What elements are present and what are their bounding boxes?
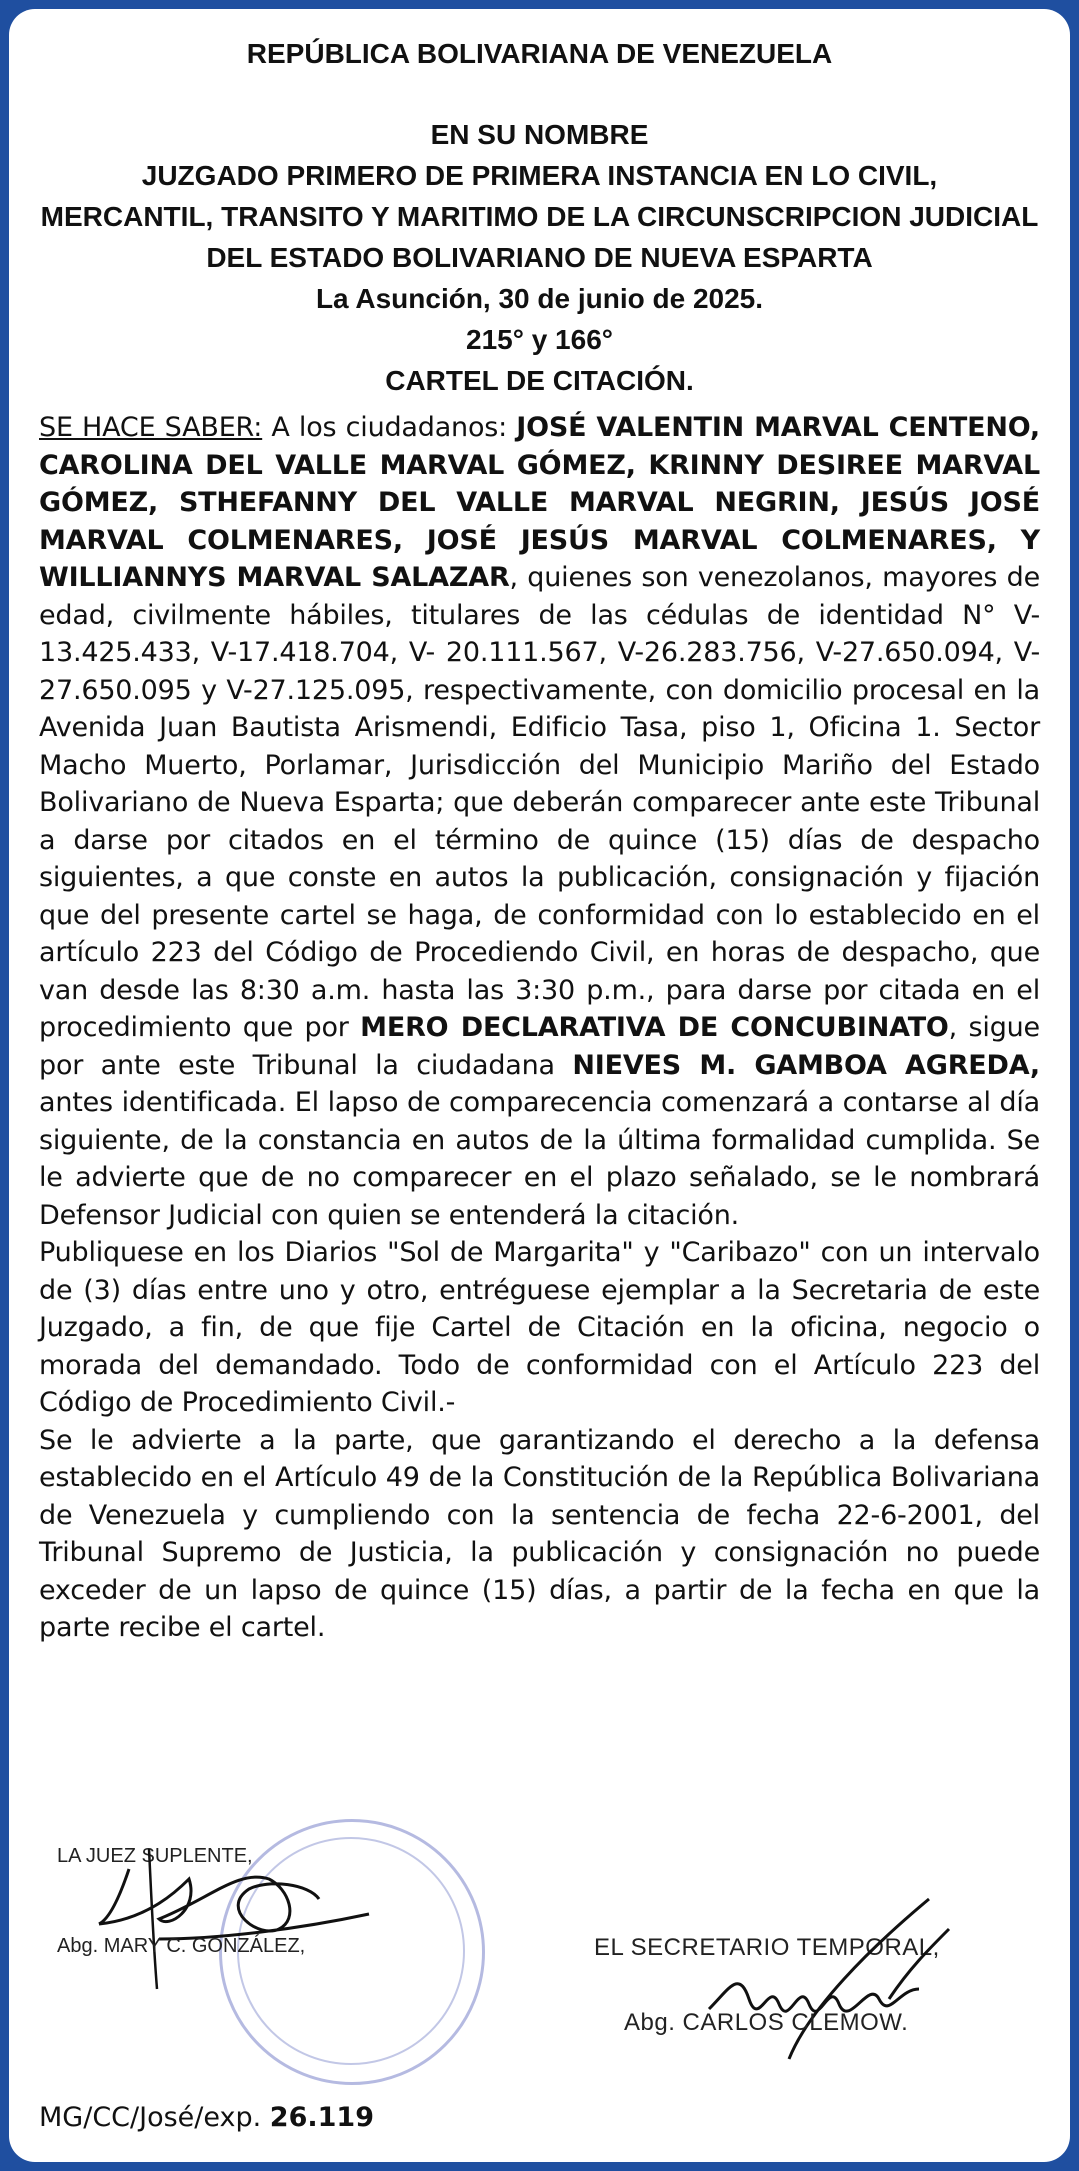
header-court-line2: MERCANTIL, TRANSITO Y MARITIMO DE LA CIRCUNSCRIPCION JUDICIAL [40,201,1039,232]
file-number: 26.119 [269,2102,374,2133]
plaintiff-name: NIEVES M. GAMBOA AGREDA, [572,1049,1040,1081]
header-date: La Asunción, 30 de junio de 2025. [315,283,764,314]
file-reference-text: MG/CC/José/exp. [39,2102,270,2133]
header-years: 215° y 166° [466,324,613,355]
notice-title: CARTEL DE CITACIÓN. [385,365,694,396]
intro-label: SE HACE SABER: [39,412,263,443]
notice-card [9,9,1070,2162]
paragraph-1-part-c: antes identificada. El lapso de comparecencia comenzará a contarse al día siguiente, de la constancia en autos de la última formalidad cumplida. Se le advierte que de no comparecer en el plazo señalado, se le nombrará Defensor Judicial con quien se entenderá la citación. [39,1087,1040,1231]
paragraph-1-part-b: , sigue por ante este Tribunal la ciudadana [39,1012,1040,1081]
intro-text: A los ciudadanos: [262,412,517,443]
secretary-title: EL SECRETARIO TEMPORAL, [594,1934,940,1961]
secretary-name: Abg. CARLOS CLEMOW. [624,2009,909,2036]
paragraph-1-part-a: , quienes son venezolanos, mayores de edad, civilmente hábiles, titulares de las cédulas de identidad N° V-13.425.433, V-17.418.704, V- 20.111.567, V-26.283.756, V-27.650.094, V-27.650.095 y V-27.125.095, respectivamente, con domicilio procesal en la Avenida Juan Bautista Arismendi, Edificio Tasa, piso 1, Oficina 1. Sector Macho Muerto, Porlamar, Jurisdicción del Municipio Mariño del Estado Bolivariano de Nueva Esparta; que deberán comparecer ante este Tribunal a darse por citados en el término de quince (15) días de despacho siguientes, a que conste en autos la publicación, consignación y fijación que del presente cartel se haga, de conformidad con lo establecido en el artículo 223 del Código de Procediendo Civil, en horas de despacho, que van desde las 8:30 a.m. hasta las 3:30 p.m., para darse por citada en el procedimiento que por [39,562,1040,1043]
header-court-line1: JUZGADO PRIMERO DE PRIMERA INSTANCIA EN LO CIVIL, [141,160,938,191]
paragraph-3: Se le advierte a la parte, que garantizando el derecho a la defensa establecido en el Artículo 49 de la Constitución de la República Bolivariana de Venezuela y cumpliendo con la sentencia de fecha 22-6-2001, del Tribunal Supremo de Justicia, la publicación y consignación no puede exceder de un lapso de quince (15) días, a partir de la fecha en que la parte recibe el cartel. [39,1424,1040,1643]
signature-area [9,1839,1070,2139]
paragraph-1 [39,409,1040,1234]
header-country: REPÚBLICA BOLIVARIANA DE VENEZUELA [246,38,833,69]
notice-body [39,409,1040,1647]
paragraph-2: Publiquese en los Diarios "Sol de Margarita" y "Caribazo" con un intervalo de (3) días entre uno y otro, entréguese ejemplar a la Secretaria de este Juzgado, a fin, de que fije Cartel de Citación en la oficina, negocio o morada del demandado. Todo de conformidad con el Artículo 223 del Código de Procedimiento Civil.- [39,1237,1040,1418]
header-en-su-nombre: EN SU NOMBRE [430,119,649,150]
notice-header [39,33,1040,401]
judge-title: LA JUEZ SUPLENTE, [57,1845,253,1867]
judge-signature [69,1829,399,1999]
judge-name: Abg. MARY C. GONZÁLEZ, [57,1935,306,1957]
file-reference [39,2102,374,2133]
summoned-names: JOSÉ VALENTIN MARVAL CENTENO, CAROLINA DEL VALLE MARVAL GÓMEZ, KRINNY DESIREE MARVAL GÓMEZ, STHEFANNY DEL VALLE MARVAL NEGRIN, JESÚS JOSÉ MARVAL COLMENARES, JOSÉ JESÚS MARVAL COLMENARES, Y WILLIANNYS MARVAL SALAZAR [39,412,1040,593]
secretary-signature [669,1889,999,2079]
header-court-line3: DEL ESTADO BOLIVARIANO DE NUEVA ESPARTA [206,242,873,273]
procedure-name: MERO DECLARATIVA DE CONCUBINATO [360,1012,949,1043]
